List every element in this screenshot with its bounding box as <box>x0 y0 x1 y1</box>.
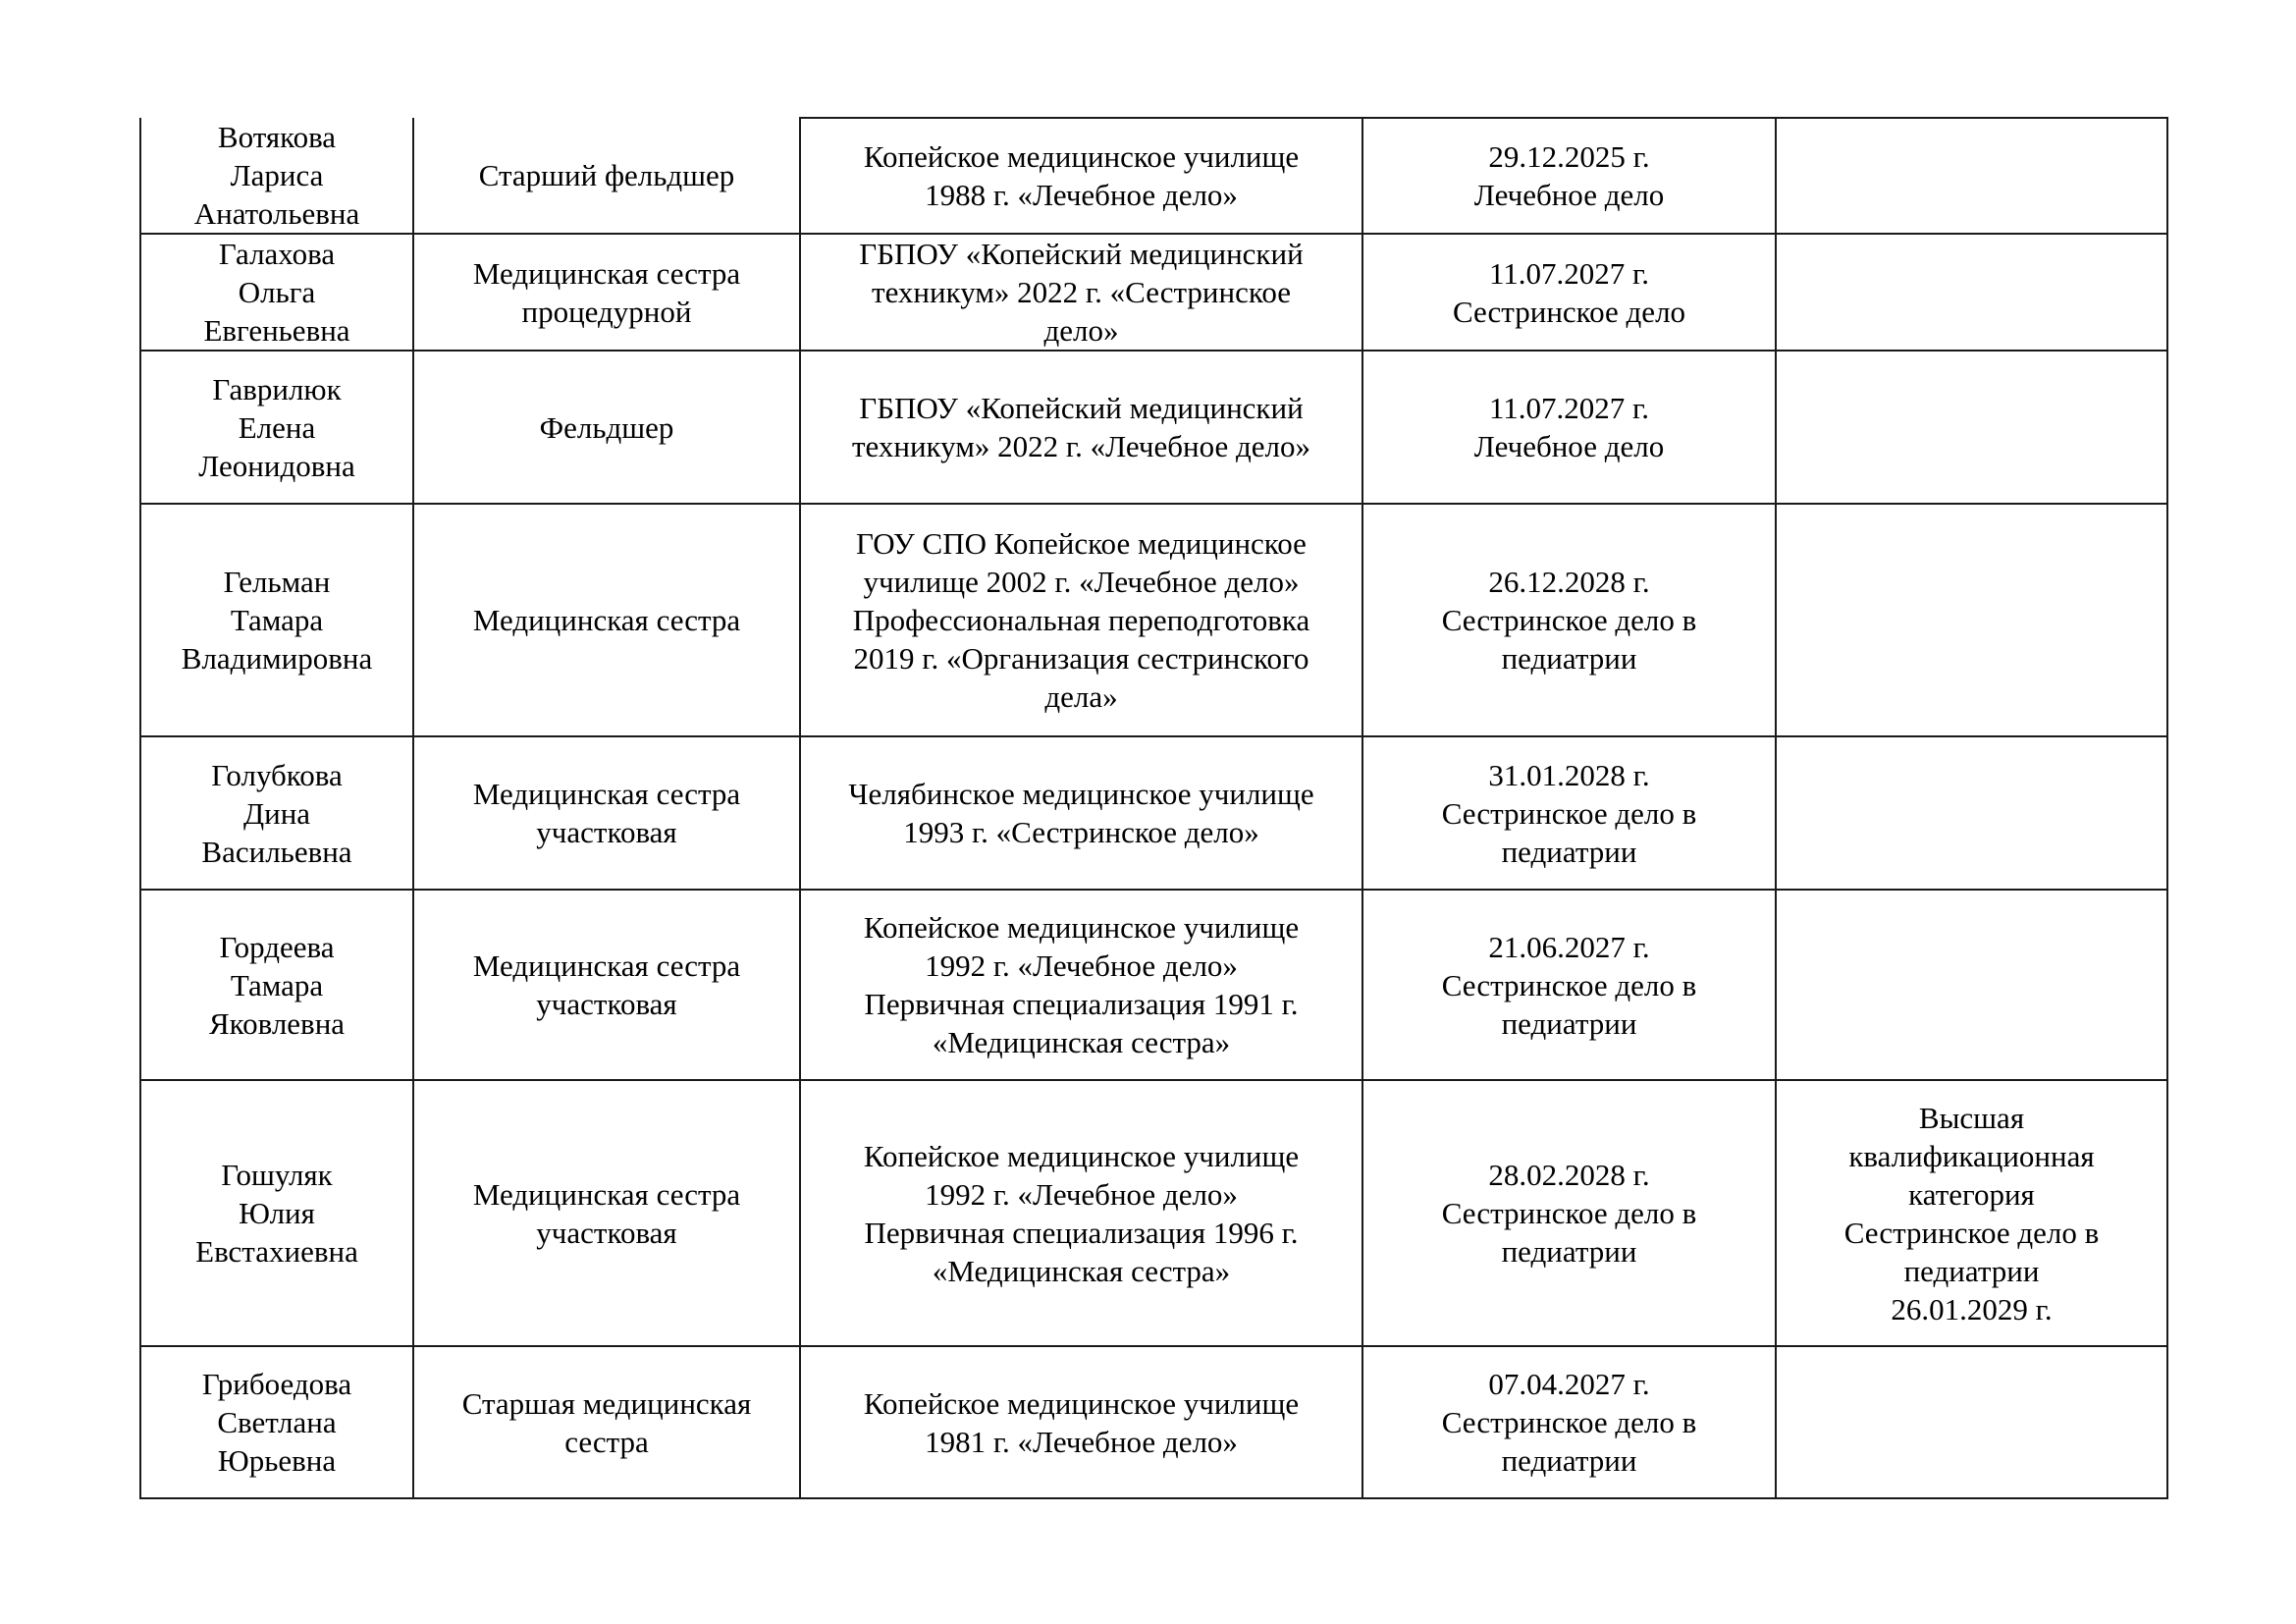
cell-text-line: Елена <box>238 409 316 445</box>
position-cell <box>413 736 800 890</box>
certificate-cell <box>1362 118 1776 234</box>
employee-name-cell <box>140 890 413 1080</box>
cell-text-line: Медицинская сестра <box>472 255 741 291</box>
cell-text-line: категория <box>1908 1176 2035 1212</box>
cell-text-line: Фельдшер <box>539 409 674 445</box>
position-cell <box>413 234 800 351</box>
cell-text-line: Гордеева <box>219 929 335 964</box>
certificate-cell <box>1362 1346 1776 1498</box>
cell-text-line: участковая <box>536 987 677 1021</box>
cell-text-line: «Медицинская сестра» <box>932 1253 1231 1288</box>
cell-text-line: ГБПОУ «Копейский медицинский <box>859 391 1304 425</box>
employee-name-cell <box>140 736 413 890</box>
cell-text-line: Копейское медицинское училище <box>863 139 1300 174</box>
table-row <box>140 736 2167 890</box>
employee-name-cell <box>140 351 413 504</box>
cell-text-line: Старший фельдшер <box>478 158 735 192</box>
cell-text-line: Высшая <box>1918 1100 2025 1135</box>
cell-text-line: Юрьевна <box>217 1443 337 1478</box>
table-row <box>140 351 2167 504</box>
table-row <box>140 234 2167 351</box>
cell-text-line: 1988 г. «Лечебное дело» <box>925 178 1238 212</box>
category-cell <box>1776 1346 2167 1498</box>
cell-text-line: Гельман <box>223 565 331 599</box>
education-cell <box>800 118 1362 234</box>
certificate-cell <box>1362 504 1776 736</box>
cell-text-line: 21.06.2027 г. <box>1488 929 1650 964</box>
cell-text-line: Лечебное дело <box>1473 429 1665 463</box>
staff-table-body <box>140 118 2167 1498</box>
cell-text-line: Ольга <box>238 275 316 309</box>
cell-text-line: 07.04.2027 г. <box>1488 1367 1650 1401</box>
cell-text-line: 11.07.2027 г. <box>1488 391 1650 425</box>
cell-text-line: Копейское медицинское училище <box>863 1138 1300 1173</box>
table-row <box>140 1080 2167 1346</box>
cell-text-line: 1993 г. «Сестринское дело» <box>903 815 1259 849</box>
cell-text-line: «Медицинская сестра» <box>932 1025 1231 1059</box>
cell-text-line: Евгеньевна <box>203 313 350 348</box>
cell-text-line: Копейское медицинское училище <box>863 1385 1300 1421</box>
cell-text-line: Сестринское дело <box>1452 294 1686 329</box>
education-cell <box>800 1346 1362 1498</box>
cell-text-line: Владимировна <box>181 641 373 676</box>
cell-text-line: 29.12.2025 г. <box>1488 139 1650 174</box>
position-cell <box>413 1346 800 1498</box>
cell-text-line: Васильевна <box>201 834 352 869</box>
position-cell <box>413 504 800 736</box>
category-cell <box>1776 736 2167 890</box>
cell-text-line: Грибоедова <box>201 1367 352 1401</box>
cell-text-line: Медицинская сестра <box>472 948 741 983</box>
cell-text-line: Медицинская сестра <box>472 777 741 811</box>
education-cell <box>800 351 1362 504</box>
category-cell <box>1776 118 2167 234</box>
cell-text-line: училище 2002 г. «Лечебное дело» <box>863 565 1300 599</box>
cell-text-line: Светлана <box>217 1405 337 1439</box>
cell-text-line: Вотякова <box>217 120 337 154</box>
cell-text-line: Голубкова <box>211 757 343 792</box>
education-cell <box>800 504 1362 736</box>
category-cell <box>1776 234 2167 351</box>
education-cell <box>800 234 1362 351</box>
cell-text-line: Тамара <box>230 603 324 637</box>
cell-text-line: Сестринское дело в <box>1441 1405 1697 1439</box>
cell-text-line: педиатрии <box>1501 1443 1637 1478</box>
cell-text-line: Первичная специализация 1991 г. <box>864 987 1299 1021</box>
cell-text-line: Первичная специализация 1996 г. <box>864 1215 1299 1250</box>
education-cell <box>800 890 1362 1080</box>
cell-text-line: Сестринское дело в <box>1441 795 1697 831</box>
cell-text-line: Старшая медицинская <box>461 1385 752 1421</box>
cell-text-line: Медицинская сестра <box>472 603 741 637</box>
cell-text-line: участковая <box>536 1215 677 1250</box>
cell-text-line: Сестринское дело в <box>1441 603 1697 637</box>
cell-text-line: педиатрии <box>1501 1005 1637 1041</box>
cell-text-line: Лечебное дело <box>1473 178 1665 212</box>
certificate-cell <box>1362 234 1776 351</box>
position-cell <box>413 118 800 234</box>
staff-table <box>139 117 2168 1499</box>
cell-text-line: техникум» 2022 г. «Лечебное дело» <box>851 429 1311 463</box>
cell-text-line: 11.07.2027 г. <box>1488 255 1650 291</box>
cell-text-line: Юлия <box>239 1196 315 1230</box>
cell-text-line: дела» <box>1044 679 1118 714</box>
education-cell <box>800 736 1362 890</box>
cell-text-line: Яковлевна <box>208 1005 346 1041</box>
cell-text-line: процедурной <box>521 294 692 329</box>
cell-text-line: Сестринское дело в <box>1441 967 1697 1002</box>
cell-text-line: ГОУ СПО Копейское медицинское <box>856 526 1307 561</box>
category-cell <box>1776 351 2167 504</box>
cell-text-line: Челябинское медицинское училище <box>848 777 1314 811</box>
cell-text-line: ГБПОУ «Копейский медицинский <box>859 237 1304 271</box>
education-cell <box>800 1080 1362 1346</box>
cell-text-line: Леонидовна <box>198 448 355 483</box>
cell-text-line: 31.01.2028 г. <box>1488 757 1650 792</box>
cell-text-line: 1992 г. «Лечебное дело» <box>925 948 1238 983</box>
cell-text-line: педиатрии <box>1501 641 1637 676</box>
cell-text-line: Медицинская сестра <box>472 1176 741 1212</box>
cell-text-line: квалификационная <box>1848 1138 2095 1173</box>
position-cell <box>413 1080 800 1346</box>
cell-text-line: Галахова <box>218 237 336 271</box>
employee-name-cell <box>140 234 413 351</box>
cell-text-line: Гошуляк <box>221 1158 333 1192</box>
category-cell <box>1776 504 2167 736</box>
cell-text-line: Копейское медицинское училище <box>863 910 1300 945</box>
cell-text-line: сестра <box>564 1424 649 1459</box>
table-row <box>140 504 2167 736</box>
cell-text-line: 1981 г. «Лечебное дело» <box>925 1424 1238 1459</box>
employee-name-cell <box>140 1080 413 1346</box>
certificate-cell <box>1362 736 1776 890</box>
category-cell <box>1776 890 2167 1080</box>
cell-text-line: Сестринское дело в <box>1441 1196 1697 1230</box>
table-row <box>140 890 2167 1080</box>
cell-text-line: педиатрии <box>1501 1234 1637 1269</box>
certificate-cell <box>1362 1080 1776 1346</box>
position-cell <box>413 351 800 504</box>
cell-text-line: Гаврилюк <box>212 371 342 406</box>
cell-text-line: 2019 г. «Организация сестринского <box>853 641 1309 676</box>
cell-text-line: Тамара <box>230 967 324 1002</box>
table-row <box>140 1346 2167 1498</box>
cell-text-line: 28.02.2028 г. <box>1488 1158 1650 1192</box>
employee-name-cell <box>140 1346 413 1498</box>
cell-text-line: Лариса <box>230 158 324 192</box>
cell-text-line: Евстахиевна <box>195 1234 358 1269</box>
cell-text-line: Анатольевна <box>193 196 360 231</box>
cell-text-line: 1992 г. «Лечебное дело» <box>925 1176 1238 1212</box>
cell-text-line: педиатрии <box>1501 834 1637 869</box>
cell-text-line: Дина <box>242 795 311 831</box>
cell-text-line: педиатрии <box>1903 1253 2040 1288</box>
certificate-cell <box>1362 351 1776 504</box>
cell-text-line: Сестринское дело в <box>1843 1215 2100 1250</box>
certificate-cell <box>1362 890 1776 1080</box>
category-cell <box>1776 1080 2167 1346</box>
position-cell <box>413 890 800 1080</box>
employee-name-cell <box>140 118 413 234</box>
cell-text-line: 26.12.2028 г. <box>1488 565 1650 599</box>
table-row <box>140 118 2167 234</box>
cell-text-line: техникум» 2022 г. «Сестринское <box>872 275 1291 309</box>
cell-text-line: дело» <box>1043 313 1119 348</box>
cell-text-line: 26.01.2029 г. <box>1891 1291 2053 1326</box>
cell-text-line: Профессиональная переподготовка <box>852 603 1310 637</box>
cell-text-line: участковая <box>536 815 677 849</box>
employee-name-cell <box>140 504 413 736</box>
